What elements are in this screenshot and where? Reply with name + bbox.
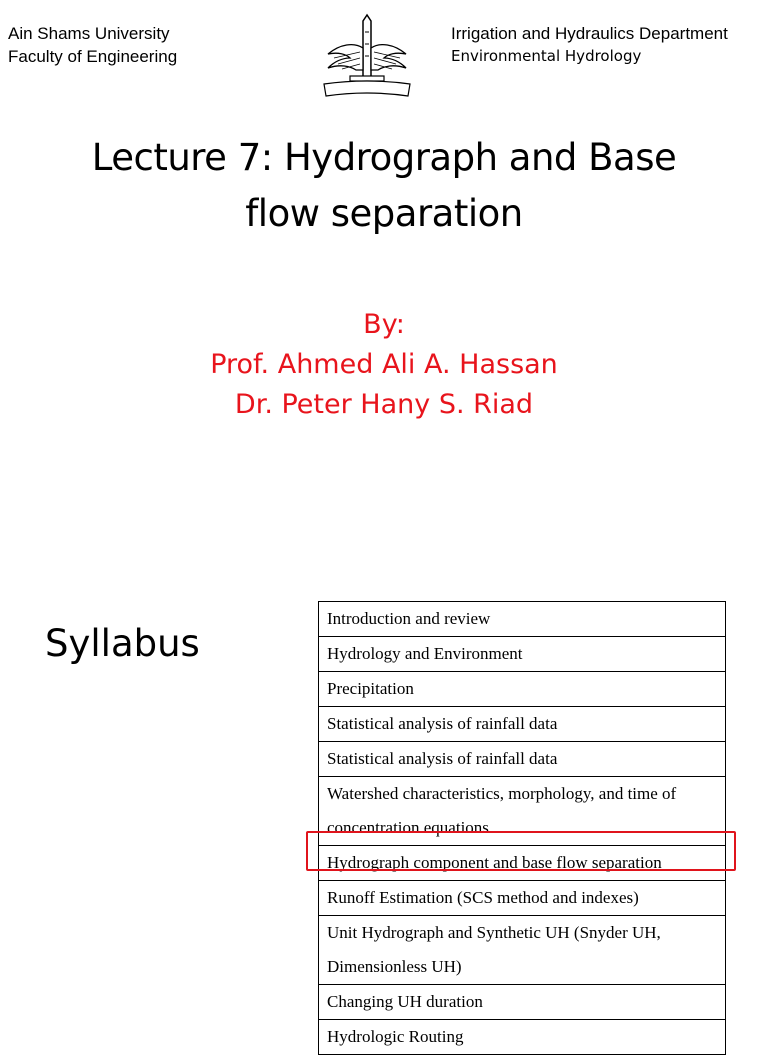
- table-row: [319, 1020, 726, 1055]
- table-row: [319, 742, 726, 777]
- by-label: By:: [363, 309, 405, 340]
- university-seal-icon: [320, 12, 414, 98]
- faculty-name: Faculty of Engineering: [8, 47, 178, 66]
- syllabus-heading: Syllabus: [45, 622, 200, 665]
- table-cell: Runoff Estimation (SCS method and indexes): [319, 881, 726, 916]
- university-name: Ain Shams University: [8, 24, 170, 43]
- lecture-title-line1: Lecture 7: Hydrograph and Base: [91, 136, 677, 179]
- author-2: Dr. Peter Hany S. Riad: [234, 389, 534, 420]
- table-row: [319, 881, 726, 916]
- author-1: Prof. Ahmed Ali A. Hassan: [210, 349, 558, 380]
- table-row: [319, 637, 726, 672]
- table-row: [319, 707, 726, 742]
- lecture-title: [0, 130, 768, 242]
- highlight-box: [306, 831, 736, 871]
- table-cell: Precipitation: [319, 672, 726, 707]
- header-left: [8, 22, 177, 68]
- table-row: [319, 985, 726, 1020]
- table-cell: Watershed characteristics, morphology, and time of concentration equations.: [319, 777, 726, 846]
- table-row: [319, 672, 726, 707]
- authors-block: [0, 305, 768, 425]
- table-row: [319, 916, 726, 985]
- table-cell: Statistical analysis of rainfall data: [319, 742, 726, 777]
- lecture-title-line2: flow separation: [245, 192, 523, 235]
- table-cell: Statistical analysis of rainfall data: [319, 707, 726, 742]
- table-row: [319, 602, 726, 637]
- syllabus-table: [318, 601, 726, 1055]
- table-cell: Changing UH duration: [319, 985, 726, 1020]
- table-cell: Hydrologic Routing: [319, 1020, 726, 1055]
- table-cell: Hydrology and Environment: [319, 637, 726, 672]
- department-name: Irrigation and Hydraulics Department: [451, 24, 728, 43]
- table-cell: Introduction and review: [319, 602, 726, 637]
- table-cell-highlighted: Hydrograph component and base flow separation: [319, 846, 726, 881]
- header-right: [451, 22, 728, 68]
- table-cell: Unit Hydrograph and Synthetic UH (Snyder UH, Dimensionless UH): [319, 916, 726, 985]
- course-name: Environmental Hydrology: [451, 47, 642, 65]
